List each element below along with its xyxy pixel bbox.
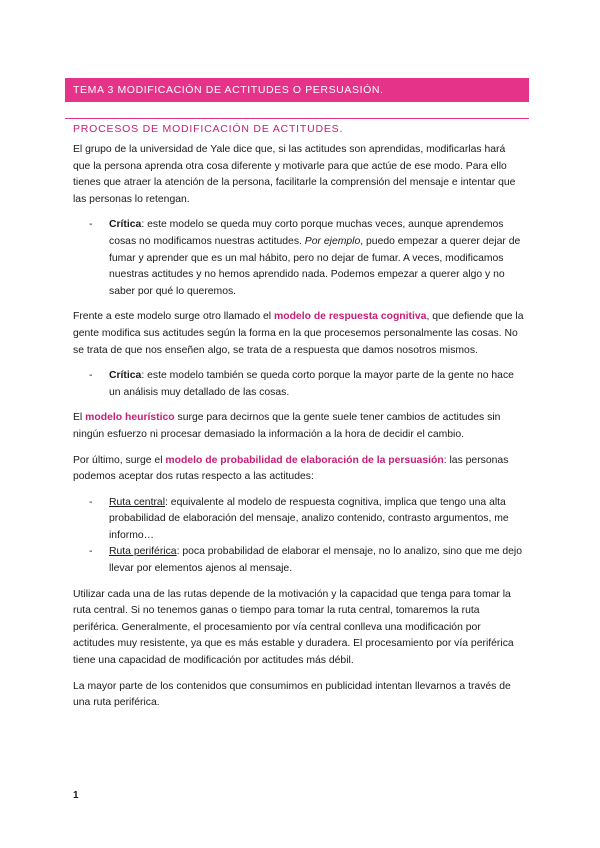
highlight-term: modelo heurístico (85, 412, 175, 424)
page-number: 1 (73, 790, 79, 801)
section-heading: PROCESOS DE MODIFICACIÓN DE ACTITUDES. (73, 123, 344, 135)
dash-bullet: - (89, 370, 93, 382)
list-item-critica-1: - Crítica: este modelo se queda muy corto porque muchas veces, aunque aprendemos cosas no modificamos nuestras actitudes. Por ejemplo, puedo empezar a querer dejar de fumar y aprender que es un mal hábito, pero no dejar de fumar. A veces, modificamos nuestras actitudes y no hemos aprendido nada. Podemos empezar a querer algo y no saber por qué lo queremos. (89, 219, 521, 297)
paragraph-rutas: Utilizar cada una de las rutas depende de la motivación y la capacidad que tenga para tomar la ruta central. Si no tenemos ganas o tiempo para tomar la ruta central, tomaremos la ruta periférica. Generalmente, el procesamiento por vía central conlleva una modificación por actitudes muy resistente, ya que es más estable y duradera. El procesamiento por vía periférica tiene una capacidad de modificación por actitudes más débil. (73, 588, 514, 667)
bullet-list-2 (73, 368, 525, 401)
dash-bullet: - (89, 496, 93, 508)
paragraph-heuristico: El modelo heurístico surge para decirnos que la gente suele tener cambios de actitudes sin ningún esfuerzo ni procesar demasiado la información a la hora de decidir el cambio. (73, 412, 501, 440)
paragraph-yale: El grupo de la universidad de Yale dice que, si las actitudes son aprendidas, modificarlas hará que la persona aprenda otra cosa diferente y motivarle para que actúe de ese modo. Para ello tienes que atraer la atención de la persona, facilitarle la comprensión del mensaje e intentar que las personas lo retengan. (73, 144, 516, 205)
dash-bullet: - (89, 219, 93, 231)
list-item-ruta-central: - Ruta central: equivalente al modelo de respuesta cognitiva, implica que tengo una alta probabilidad de elaboración del mensaje, analizo contenido, contrasto argumentos, me informo… (89, 496, 509, 541)
chapter-title: TEMA 3 MODIFICACIÓN DE ACTITUDES O PERSUASIÓN. (73, 84, 384, 96)
highlight-term: modelo de respuesta cognitiva (274, 311, 427, 323)
highlight-term: modelo de probabilidad de elaboración de la persuasión (165, 454, 444, 466)
paragraph-elaboracion: Por último, surge el modelo de probabilidad de elaboración de la persuasión: las personas podemos aceptar dos rutas respecto a las actitudes: (73, 454, 509, 483)
list-item-ruta-periferica: - Ruta periférica: poca probabilidad de elaborar el mensaje, no lo analizo, sino que me dejo llevar por elementos ajenos al mensaje. (89, 546, 523, 575)
bullet-list-rutas (73, 495, 525, 578)
paragraph-respuesta-cognitiva: Frente a este modelo surge otro llamado el modelo de respuesta cognitiva, que defiende que la gente modifica sus actitudes según la forma en la que procesemos personalmente las cosas. No se trata de que nos enseñen algo, se trata de a respuesta que damos nosotros mismos. (73, 311, 524, 356)
document-body (73, 142, 525, 721)
list-item-critica-2: - Crítica: este modelo también se queda corto porque la mayor parte de la gente no hace un análisis muy detallado de las cosas. (89, 370, 514, 398)
dash-bullet: - (89, 546, 93, 558)
bullet-list-1 (73, 217, 525, 300)
section-divider (65, 118, 529, 119)
chapter-title-banner (65, 78, 529, 102)
paragraph-publicidad: La mayor parte de los contenidos que consumimos en publicidad intentan llevarnos a través de una ruta periférica. (73, 680, 511, 709)
